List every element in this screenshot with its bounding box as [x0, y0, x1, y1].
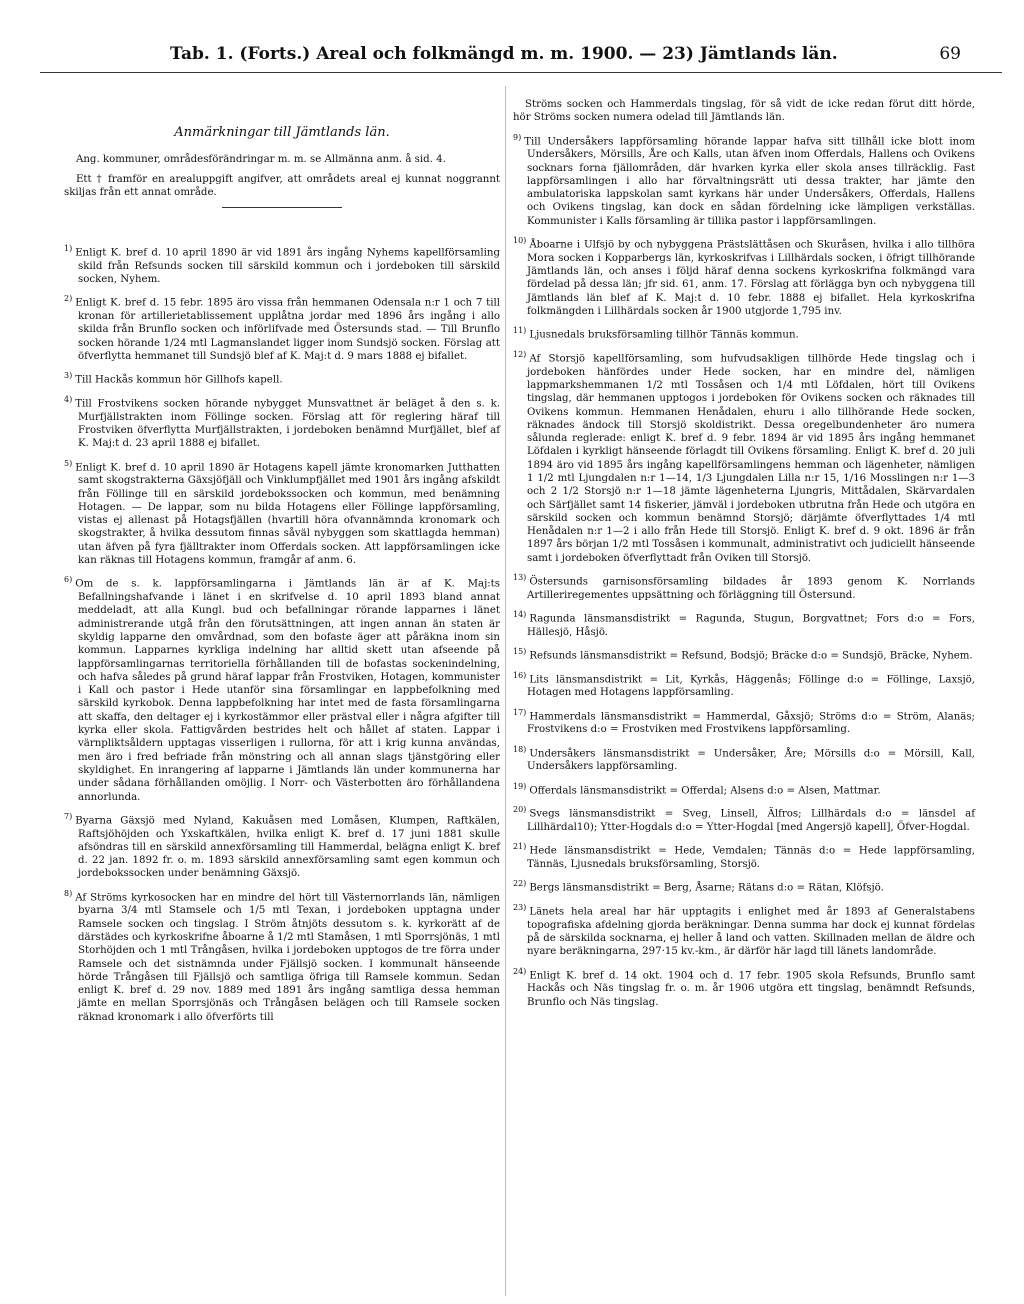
footnote-number: 3) [64, 371, 73, 381]
footnote-text: Byarna Gäxsjö med Nyland, Kakuåsen med Lomåsen, Klumpen, Raftkälen, Raftsjöhöjden och Yxskaftkälen, hvilka enligt K. bref d. 17 juni 1881 skulle afsöndras till en särskild annexförsamling till Hammerdal, belägna enligt K. bref d. 22 jan. 1892 fr. o. m. 1893 särskild annexförsamling samt egen kommun och jordebokssocken under benämning Gäxsjö. [75, 815, 500, 880]
left-column [64, 98, 500, 1030]
footnote-number: 15) [513, 647, 527, 657]
footnote-number: 7) [64, 811, 73, 821]
footnote-text: Offerdals länsmansdistrikt = Offerdal; Alsens d:o = Alsen, Mattmar. [529, 785, 881, 797]
footnote [513, 840, 975, 871]
footnote-number: 11) [513, 326, 527, 336]
footnote [513, 645, 975, 663]
footnote [513, 324, 975, 342]
intro-paragraph: Ett † framför en arealuppgift angifver, att områdets areal ej kunnat noggrannt skiljas från ett annat område. [64, 173, 500, 198]
footnote [64, 810, 500, 881]
footnote [64, 369, 500, 387]
footnote-number: 14) [513, 610, 527, 620]
footnote-number: 24) [513, 966, 527, 976]
footnote-text: Östersunds garnisonsförsamling bildades år 1893 genom K. Norrlands Artilleriregementes uppsättning och förläggning till Östersund. [527, 576, 975, 601]
footnote-text: Hede länsmansdistrikt = Hede, Vemdalen; Tännäs d:o = Hede lappförsamling, Tännäs, Ljusnedals bruksförsamling, Storsjö. [527, 845, 975, 871]
footnote-text: Till Undersåkers lappförsamling hörande lappar hafva sitt tillhåll icke blott inom Undersåkers, Mörsills, Åre och Kalls, utan äfven inom Offerdals, Hallens och Ovikens socknars forna fjällområden, där hvarken kyrka eller skola anses tillräcklig. Fast lappförsamlingen i allo har förvaltningsrätt uti dessa trakter, har jämte den ambulatoriska lappskolan samt kyrkans här under Undersåkers, Offerdals, Hallens och Ovikens tingslag, kan dock en sådan fördelning icke lämpligen verkställas. Kommunister i Kalls församling är tillika pastor i lappförsamlingen. [524, 135, 975, 227]
footnote-number: 10) [513, 236, 527, 246]
footnote-number: 8) [64, 888, 73, 898]
footnote-number: 22) [513, 879, 527, 889]
footnote [513, 669, 975, 700]
intro-paragraph: Ang. kommuner, områdesförändringar m. m. se Allmänna anm. å sid. 4. [76, 154, 446, 166]
footnote [64, 393, 500, 451]
footnote-text: Till Frostvikens socken hörande nybygget Munsvattnet är beläget å den s. k. Murfjällstrakten inom Föllinge socken. Förslag att för reglering häraf till Frostviken öfverflytta Murfjällstrakten, i jordeboken benämnd Murfjället, blef af K. Maj:t d. 23 april 1888 ej bifallet. [75, 398, 500, 450]
footnote-number: 5) [64, 458, 73, 468]
footnote-text: Enligt K. bref d. 15 febr. 1895 äro vissa från hemmanen Odensala n:r 1 och 7 till kronan för artillerietablissement upplåtna jordar med 1896 års ingång i allo skilda från Brunflo socken och införlifvade med Östersunds stad. — Till Brunflo socken hörande 1/24 mtl Lagmanslandet ligger inom Sundsjö socken. Förslag att öfverflytta hemmanet till Sundsjö blef af K. Maj:t d. 9 mars 1888 ej bifallet. [75, 297, 500, 363]
footnote-text: Enligt K. bref d. 10 april 1890 är vid 1891 års ingång Nyhems kapellförsamling skild från Refsunds socken till särskild kommun och i jordeboken till särskild socken, Nyhem. [75, 247, 500, 286]
section-rule [222, 207, 342, 208]
footnote [513, 571, 975, 602]
page-number: 69 [939, 44, 961, 64]
footnote [64, 292, 500, 363]
footnote-number: 16) [513, 670, 527, 680]
footnote-text: Enligt K. bref d. 14 okt. 1904 och d. 17 febr. 1905 skola Refsunds, Brunflo samt Hackås och Näs tingslag fr. o. m. år 1906 utgöra ett tingslag, benämndt Refsunds, Brunflo och Näs tingslag. [527, 969, 975, 1008]
footnote [513, 706, 975, 737]
footnote-number: 21) [513, 842, 527, 852]
footnote-text: Hammerdals länsmansdistrikt = Hammerdal, Gåxsjö; Ströms d:o = Ström, Alanäs; Frostvikens d:o = Frostviken med Frostvikens lappförsamling. [527, 711, 975, 736]
footnote-text: Åboarne i Ulfsjö by och nybyggena Prästslättåsen och Skuråsen, hvilka i allo tillhöra Mora socken i Kopparbergs län, kyrkoskrifvas i Lillhärdals socken, i öfrigt tillhörande Jämtlands län, och anses i följd häraf denna sockens kyrkoskrifna folkmängd vara fördelad på dessa län; jfr sid. 61, anm. 17. Förslag att förlägga byn och nybyggena till Jämtlands län blef af K. Maj:t d. 10 febr. 1888 ej bifallet. Hela kyrkoskrifna folkmängden i Lillhärdals socken år 1900 utgjorde 1,795 inv. [527, 239, 975, 317]
footnote [513, 608, 975, 639]
footnote [64, 242, 500, 286]
left-notes [64, 242, 500, 1024]
footnote-text: Om de s. k. lappförsamlingarna i Jämtlands län är af K. Maj:ts Befallningshafvande i länet i en skrifvelse d. 10 april 1893 bland annat meddeladt, att alla Kungl. bud och befallningar rörande lapparnes i länet administrerande utgå från den förutsättningen, att ingen annan än staten är skyldig lapparne den omvårdnad, som den bofaste äger att påräkna inom sin kommun. Lapparnes kyrkliga indelning har alltid skett utan afseende på lappförsamlingarnas territoriella förhållanden till de bofastas sockenindelning, och hafva således på grund häraf lappar från Frostviken, Hotagen, kommunister i Kall och pastor i Hede utanför sina församlingar en lappbefolkning med särskild kyrkobok. Denna lappbefolkning har intet med de fasta församlingarna att skaffa, den deltager ej i kyrkostämmor eller prästval eller i några afgifter till kyrka eller skola. Fattigvården bestrides helt och hållet af staten. Lappar i värnpliktsåldern upptagas visserligen i rullorna, för att i krig kunna användas, men äro i fred befriade från mönstring och all annan slags tjänstgöring eller skyldighet. En inrangering af lapparne i Jämtlands län under kommunerna har under sådana förhållanden omöjlig. I Norr- och Västerbotten äro förhållandena annorlunda. [75, 578, 500, 803]
footnote [513, 131, 975, 228]
right-column [513, 98, 975, 1015]
footnote-number: 1) [64, 244, 73, 254]
footnote [513, 901, 975, 959]
footnote-text: Lits länsmansdistrikt = Lit, Kyrkås, Häggenås; Föllinge d:o = Föllinge, Laxsjö, Hotagen med Hotagens lappförsamling. [527, 674, 975, 699]
footnote-number: 17) [513, 707, 527, 717]
footnote [64, 457, 500, 568]
column-divider [505, 86, 506, 1296]
header-rule [40, 72, 1002, 73]
footnote-text: Af Storsjö kapellförsamling, som hufvudsakligen tillhörde Hede tingslag och i jordeboken hänfördes under Hede socken, har en mindre del, nämligen lappmarkshemmanen 1/2 mtl Tossåsen och 1/4 mtl Löfdalen, hört till Ovikens tingslag, där hemmanen upptogos i jordeboken för Ovikens socken och räknades till Ovikens kommun. Hemmanen Henådalen, ehuru i allo tillhörande Hede socken, räknades ändock till Storsjö skoldistrikt. Dessa oregelbundenheter äro numera sålunda reglerade: enligt K. bref d. 9 febr. 1894 är vid 1895 års ingång hemmanet Löfdalen i kyrkligt hänseende förlagdt till Ovikens församling. Enligt K. bref d. 20 juli 1894 äro vid 1895 års ingång kapellförsamlingens hemman och lägenheter, nämligen 1 1/2 mtl Ljungdalen n:r 1—14, 1/3 Ljungdalen Lilla n:r 15, 1/16 Mosslingen n:r 1—3 och 2 1/2 Storsjö n:r 1—18 jämte lägenheterna Ljungris, Mittådalen, Skärvardalen och Särfjället samt 14 fiskerier, jämväl i jordeboken utbrutna från Hede och utgöra en särskild socken och kommun benämnd Storsjö; därjämte öfverflyttades 1/4 mtl Henådalen n:r 1—2 i allo från Hede till Storsjö. Enligt K. bref d. 9 okt. 1896 är från 1897 års början 1/2 mtl Tossåsen i kommunalt, administrativt och judiciellt hänseende samt i jordeboken öfverflyttadt från Oviken till Storsjö. [527, 353, 975, 564]
footnote [513, 234, 975, 318]
footnote [513, 965, 975, 1009]
footnote-number: 18) [513, 744, 527, 754]
footnote [513, 780, 975, 798]
footnote [513, 877, 975, 895]
footnote-text: Enligt K. bref d. 10 april 1890 är Hotagens kapell jämte kronomarken Jutthatten samt skogstrakterna Gäxsjöfjäll och Vinklumpfjället med 1901 års ingång afskildt från Föllinge till en särskild jordebokssocken och kommun, med benämning Hotagen. — De lappar, som nu bilda Hotagens eller Föllinge lappförsamling, vistas ej allenast på Hotagsfjällen (hvartill höra ofvannämnda kronomark och skogstrakter, å hvilka dessutom finnas såväl nybyggen som skattlagda hemman) utan äfven på fyra fjälltrakter inom Offerdals socken. Att lappförsamlingen icke kan räknas till Hotagens kommun, framgår af anm. 6. [75, 462, 500, 567]
footnote-number: 6) [64, 575, 73, 585]
footnote-number: 2) [64, 294, 73, 304]
footnote-text: Svegs länsmansdistrikt = Sveg, Linsell, Älfros; Lillhärdals d:o = länsdel af Lillhärdal10); Ytter-Hogdals d:o = Ytter-Hogdal [med Angersjö kapell], Öfver-Hogdal. [527, 808, 975, 834]
running-head: Tab. 1. (Forts.) Areal och folkmängd m. m. 1900. — 23) Jämtlands län. [170, 44, 838, 64]
footnote-number: 13) [513, 573, 527, 583]
footnote-number: 23) [513, 903, 527, 913]
footnote-text: Af Ströms kyrkosocken har en mindre del hört till Västernorrlands län, nämligen byarna 3/4 mtl Stamsele och 1/5 mtl Texan, i jordeboken upptagna under Ramsele socken och tingslag. I Ström åtnjöts dessutom s. k. kyrkorätt af de därstädes och kyrkoskrifne åboarne å 1/2 mtl Stamåsen, 1 mtl Sporrsjönäs, 1 mtl Storhöjden och 1 mtl Trångåsen, hvilka i jordeboken upptogos de tre förra under Ramsele och det sistnämnda under Fjällsjö socken. I kommunalt hänseende hörde Trångåsen till Fjällsjö och samtliga öfriga till Ramsele kommun. Sedan enligt K. bref d. 29 nov. 1889 med 1891 års ingång samtliga dessa hemman jämte en mellan Sporrsjönäs och Trångåsen belägen och till Ramsele socken räknad kronomark i allo öfverförts till [75, 892, 500, 1023]
footnote [64, 573, 500, 803]
footnote-text: Undersåkers länsmansdistrikt = Undersåker, Åre; Mörsills d:o = Mörsill, Kall, Undersåkers lappförsamling. [527, 748, 975, 773]
footnote-text: Ljusnedals bruksförsamling tillhör Tännäs kommun. [529, 329, 799, 341]
footnote-text: Till Hackås kommun hör Gillhofs kapell. [75, 374, 283, 386]
footnote-text: Ragunda länsmansdistrikt = Ragunda, Stugun, Borgvattnet; Fors d:o = Fors, Hällesjö, Håsjö. [527, 613, 975, 638]
footnote [513, 743, 975, 774]
continuation-paragraph: Ströms socken och Hammerdals tingslag, för så vidt de icke redan förut ditt hörde, hör Ströms socken numera odelad till Jämtlands län. [513, 99, 975, 124]
footnote-text: Länets hela areal har här upptagits i enlighet med år 1893 af Generalstabens topografiska afdelning gjorda beräkningar. Denna summa har dock ej kunnat fördelas på de särskilda socknarna, ej heller å land och vatten. Skillnaden mellan de äldre och nyare beräkningarna, 297·15 kv.-km., är därför här lagd till länets landområde. [527, 906, 975, 958]
footnote-number: 19) [513, 781, 527, 791]
right-notes [513, 131, 975, 1009]
footnote-number: 9) [513, 132, 522, 142]
notes-heading: Anmärkningar till Jämtlands län. [174, 125, 390, 140]
footnote [513, 348, 975, 565]
footnote-number: 4) [64, 395, 73, 405]
footnote-text: Refsunds länsmansdistrikt = Refsund, Bodsjö; Bräcke d:o = Sundsjö, Bräcke, Nyhem. [529, 650, 973, 662]
footnote [513, 803, 975, 834]
footnote-text: Bergs länsmansdistrikt = Berg, Åsarne; Rätans d:o = Rätan, Klöfsjö. [529, 882, 884, 894]
footnote-number: 20) [513, 805, 527, 815]
footnote-number: 12) [513, 349, 527, 359]
footnote [64, 887, 500, 1024]
